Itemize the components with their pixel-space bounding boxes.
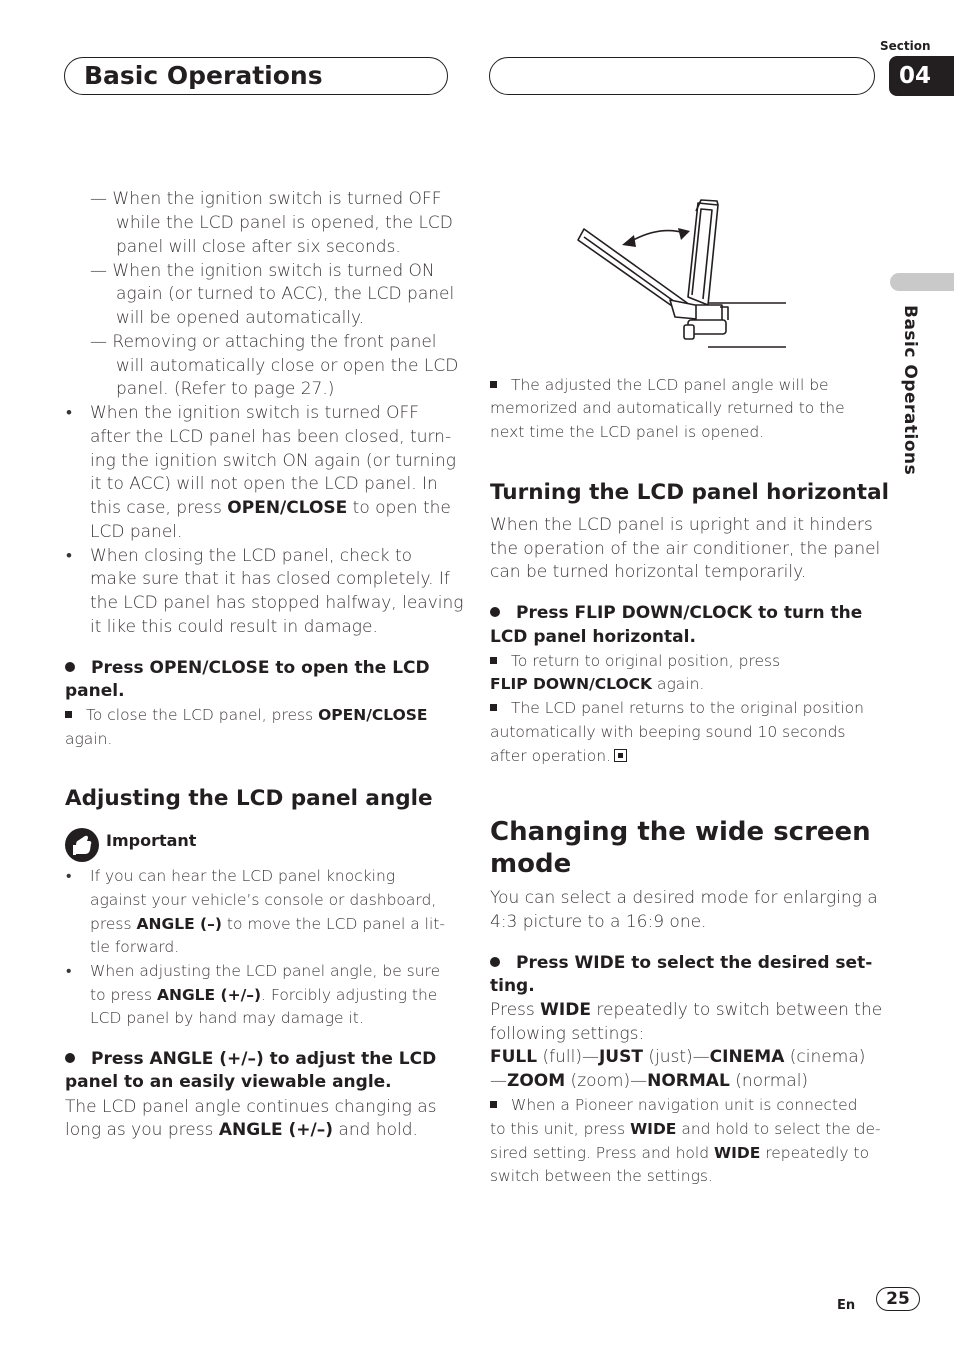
bullet-text-line: it like this could result in damage. [90, 617, 378, 637]
note-line [490, 1094, 858, 1118]
step-line [490, 952, 872, 976]
open-close-key: OPEN/CLOSE [227, 498, 348, 518]
step-dot-icon [490, 957, 500, 967]
dash-item-line: will automatically close or open the LCD [116, 356, 459, 376]
side-tab-label: Basic Operations [900, 305, 920, 476]
note-line: switch between the settings. [490, 1167, 713, 1185]
imp-line: tle forward. [90, 938, 180, 956]
body-line: the operation of the air conditioner, the panel [490, 539, 881, 559]
step-line [65, 657, 430, 681]
dash-item-line: panel will close after six seconds. [116, 237, 401, 257]
body-line: following settings: [490, 1024, 645, 1044]
text: The adjusted the LCD panel angle will be [511, 376, 829, 394]
note-line [490, 1142, 869, 1166]
bullet-text-line [90, 497, 451, 521]
note-square-icon [490, 1101, 497, 1108]
text: repeatedly to [760, 1144, 870, 1162]
dash-item-line: panel. (Refer to page 27.) [116, 379, 335, 399]
text: (normal) [729, 1071, 809, 1091]
note-line [490, 1118, 881, 1142]
imp-line [90, 984, 437, 1008]
dash-item-line: will be opened automatically. [116, 308, 365, 328]
text: When a Pioneer navigation unit is connected [511, 1096, 858, 1114]
page-title: Basic Operations [84, 61, 323, 90]
step-dot-icon [65, 662, 75, 672]
note-square-icon [490, 657, 497, 664]
bullet-text-line: make sure that it has closed completely. If [90, 569, 450, 589]
mode-full: FULL [490, 1047, 538, 1067]
text: Press ANGLE (+/–) to adjust the LCD [91, 1049, 437, 1069]
text: sired setting. Press and hold [490, 1144, 714, 1162]
text: repeatedly to switch between the [590, 1000, 883, 1020]
note-line [65, 704, 428, 728]
lcd-panel-illustration [570, 195, 800, 355]
wide-key: WIDE [630, 1120, 677, 1138]
note-line [490, 374, 829, 398]
bullet-text-line: after the LCD panel has been closed, turn- [90, 427, 452, 447]
note-square-icon [490, 704, 497, 711]
text: this case, press [90, 498, 228, 518]
mode-cinema: CINEMA [709, 1047, 785, 1067]
text: Press FLIP DOWN/CLOCK to turn the [516, 603, 863, 623]
body-line: You can select a desired mode for enlarging a [490, 888, 878, 908]
note-line [490, 673, 704, 697]
note-line [490, 697, 864, 721]
text: Press WIDE to select the desired set- [516, 953, 873, 973]
bullet-glyph: • [66, 867, 72, 885]
angle-heading: Adjusting the LCD panel angle [65, 786, 433, 811]
bullet-text-line: When closing the LCD panel, check to [90, 546, 413, 566]
text: press [90, 915, 137, 933]
note-square-icon [490, 381, 497, 388]
text: again. [652, 675, 705, 693]
text: (cinema) [784, 1047, 866, 1067]
arrow-left-icon [622, 235, 636, 247]
text: and hold. [333, 1120, 418, 1140]
heading-line: mode [490, 849, 572, 879]
modes-line [490, 1046, 865, 1070]
step-line: panel to an easily viewable angle. [65, 1072, 392, 1092]
text: — [490, 1071, 507, 1091]
text: . Forcibly adjusting the [261, 986, 438, 1004]
bullet-text-line: ing the ignition switch ON again (or turning [90, 451, 456, 471]
text: The LCD panel returns to the original position [511, 699, 864, 717]
text: Press [490, 1000, 541, 1020]
imp-line: When adjusting the LCD panel angle, be sure [90, 962, 441, 980]
flip-down-key: FLIP DOWN/CLOCK [490, 675, 653, 693]
language-label: En [837, 1298, 856, 1313]
wide-key: WIDE [540, 1000, 591, 1020]
bullet-glyph: • [66, 403, 72, 423]
note-line [490, 745, 627, 769]
note-line: automatically with beeping sound 10 seconds [490, 723, 846, 741]
dash-item-line: — Removing or attaching the front panel [90, 332, 437, 352]
mode-zoom: ZOOM [507, 1071, 566, 1091]
text: and hold to select the de- [676, 1120, 881, 1138]
step-line: ting. [490, 976, 535, 996]
mode-just: JUST [598, 1047, 643, 1067]
bullet-text-line: the LCD panel has stopped halfway, leaving [90, 593, 464, 613]
body-line: can be turned horizontal temporarily. [490, 562, 807, 582]
step-line: panel. [65, 681, 125, 701]
note-square-icon [65, 711, 72, 718]
text: to move the LCD panel a lit- [221, 915, 445, 933]
body-line: When the LCD panel is upright and it hinders [490, 515, 873, 535]
text: (zoom)— [565, 1071, 648, 1091]
section-number-badge: 04 [889, 56, 954, 96]
note-line: again. [65, 730, 113, 748]
dash-item-line: — When the ignition switch is turned OFF [90, 189, 442, 209]
dash-item-line: again (or turned to ACC), the LCD panel [116, 284, 455, 304]
note-line: next time the LCD panel is opened. [490, 423, 765, 441]
body-line: 4:3 picture to a 16:9 one. [490, 912, 707, 932]
header-blank-frame [489, 57, 875, 95]
page-number: 25 [876, 1287, 920, 1311]
wide-key: WIDE [713, 1144, 761, 1162]
bullet-text-line: LCD panel. [90, 522, 183, 542]
arrow-right-icon [678, 228, 690, 240]
text: to this unit, press [490, 1120, 631, 1138]
heading-line: Changing the wide screen [490, 817, 871, 847]
bullet-text-line: it to ACC) will not open the LCD panel. In [90, 474, 438, 494]
side-tab-marker [890, 273, 954, 291]
wide-heading [490, 816, 871, 880]
angle-minus-key: ANGLE (–) [136, 915, 222, 933]
body-line [65, 1119, 418, 1143]
step-dot-icon [490, 607, 500, 617]
imp-line: LCD panel by hand may damage it. [90, 1009, 364, 1027]
text: after operation. [490, 747, 611, 765]
dash-item-line: while the LCD panel is opened, the LCD [116, 213, 453, 233]
text: To return to original position, press [511, 652, 781, 670]
imp-line: If you can hear the LCD panel knocking [90, 867, 396, 885]
text: (just)— [642, 1047, 710, 1067]
text: long as you press [65, 1120, 219, 1140]
important-label: Important [106, 831, 197, 850]
text: To close the LCD panel, press [86, 706, 319, 724]
bullet-glyph: • [66, 962, 72, 980]
modes-line [490, 1070, 808, 1094]
step-line: LCD panel horizontal. [490, 627, 696, 647]
text: to open the [347, 498, 451, 518]
section-label: Section [880, 39, 931, 53]
text: to press [90, 986, 157, 1004]
body-line: The LCD panel angle continues changing as [65, 1097, 437, 1117]
text: Press OPEN/CLOSE to open the LCD [91, 658, 430, 678]
step-dot-icon [65, 1053, 75, 1063]
end-mark-icon [614, 749, 627, 762]
imp-line [90, 913, 445, 937]
important-icon [65, 828, 99, 862]
angle-key: ANGLE (+/–) [156, 986, 262, 1004]
step-line [490, 602, 862, 626]
note-line: memorized and automatically returned to the [490, 399, 845, 417]
horizontal-heading: Turning the LCD panel horizontal [490, 480, 889, 505]
imp-line: against your vehicle’s console or dashboard, [90, 891, 437, 909]
bullet-glyph: • [66, 546, 72, 566]
angle-key: ANGLE (+/–) [218, 1120, 334, 1140]
dash-item-line: — When the ignition switch is turned ON [90, 261, 435, 281]
open-close-key: OPEN/CLOSE [318, 706, 428, 724]
body-line [490, 999, 882, 1023]
text: (full)— [537, 1047, 599, 1067]
step-line [65, 1048, 436, 1072]
note-line [490, 650, 780, 674]
mode-normal: NORMAL [647, 1071, 730, 1091]
bullet-text-line: When the ignition switch is turned OFF [90, 403, 420, 423]
hand-icon [65, 828, 99, 862]
